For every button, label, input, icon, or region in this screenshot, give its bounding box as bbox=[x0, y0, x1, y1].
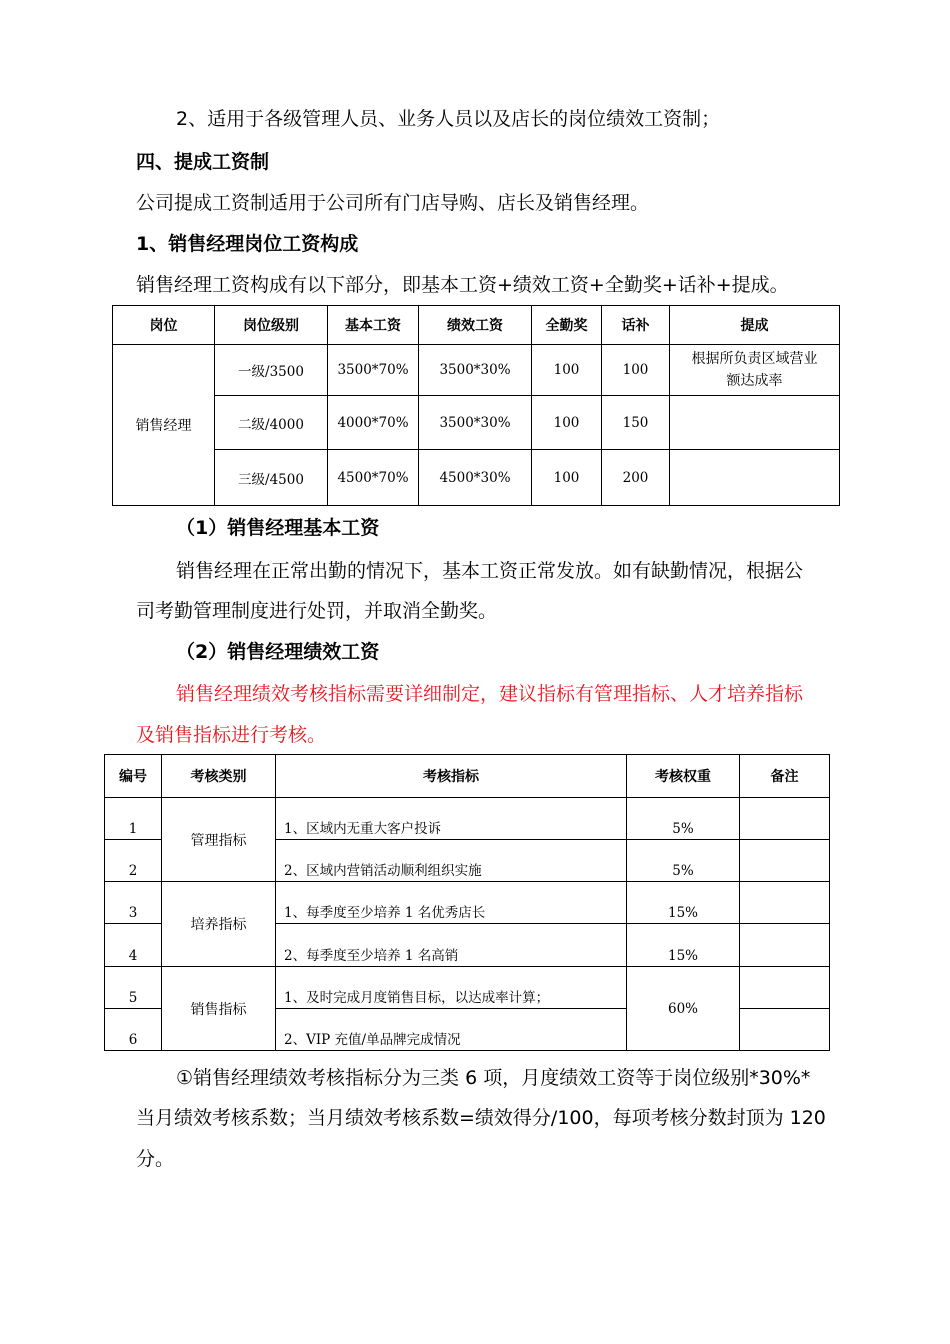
kpi-no: 5 bbox=[105, 967, 162, 1009]
paragraph-commission-scope: 公司提成工资制适用于公司所有门店导购、店长及销售经理。 bbox=[136, 192, 650, 214]
paragraph-kpi-summary-3: 分。 bbox=[136, 1148, 175, 1170]
salary-commission bbox=[670, 396, 840, 450]
kpi-item: 2、区域内营销活动顺利组织实施 bbox=[276, 840, 627, 882]
salary-level: 三级/4500 bbox=[215, 450, 328, 506]
subheading-base-salary: （1）销售经理基本工资 bbox=[176, 517, 380, 539]
kpi-category: 培养指标 bbox=[162, 882, 276, 967]
salary-attendance: 100 bbox=[532, 396, 602, 450]
paragraph-kpi-note-1: 销售经理绩效考核指标需要详细制定，建议指标有管理指标、人才培养指标 bbox=[176, 683, 804, 705]
kpi-item: 1、及时完成月度销售目标，以达成率计算； bbox=[276, 967, 627, 1009]
kpi-no: 6 bbox=[105, 1009, 162, 1051]
salary-header: 岗位级别 bbox=[215, 306, 328, 345]
kpi-header: 考核指标 bbox=[276, 755, 627, 798]
paragraph-scope: 2、适用于各级管理人员、业务人员以及店长的岗位绩效工资制； bbox=[176, 108, 721, 130]
kpi-weight: 60% bbox=[627, 967, 740, 1051]
kpi-item: 2、每季度至少培养 1 名高销 bbox=[276, 924, 627, 967]
salary-level: 二级/4000 bbox=[215, 396, 328, 450]
salary-table bbox=[112, 305, 840, 506]
salary-header: 全勤奖 bbox=[532, 306, 602, 345]
salary-base: 3500*70% bbox=[328, 345, 419, 396]
salary-phone: 200 bbox=[602, 450, 670, 506]
kpi-header: 考核权重 bbox=[627, 755, 740, 798]
commission-line: 额达成率 bbox=[726, 373, 783, 389]
kpi-note bbox=[740, 967, 830, 1009]
salary-level: 一级/3500 bbox=[215, 345, 328, 396]
salary-base: 4000*70% bbox=[328, 396, 419, 450]
salary-perf: 3500*30% bbox=[419, 345, 532, 396]
kpi-weight: 5% bbox=[627, 840, 740, 882]
kpi-weight: 15% bbox=[627, 882, 740, 924]
heading-commission: 四、提成工资制 bbox=[136, 151, 270, 173]
kpi-note bbox=[740, 1009, 830, 1051]
kpi-no: 4 bbox=[105, 924, 162, 967]
salary-phone: 150 bbox=[602, 396, 670, 450]
kpi-note bbox=[740, 882, 830, 924]
kpi-table bbox=[104, 754, 830, 1051]
kpi-item: 2、VIP 充值/单品牌完成情况 bbox=[276, 1009, 627, 1051]
kpi-note bbox=[740, 840, 830, 882]
paragraph-base-salary-1: 销售经理在正常出勤的情况下，基本工资正常发放。如有缺勤情况，根据公 bbox=[176, 560, 804, 582]
salary-header: 岗位 bbox=[113, 306, 215, 345]
kpi-header: 考核类别 bbox=[162, 755, 276, 798]
heading-salary-structure: 1、销售经理岗位工资构成 bbox=[136, 233, 359, 255]
kpi-weight: 15% bbox=[627, 924, 740, 967]
kpi-note bbox=[740, 798, 830, 840]
salary-phone: 100 bbox=[602, 345, 670, 396]
salary-attendance: 100 bbox=[532, 345, 602, 396]
paragraph-kpi-note-2: 及销售指标进行考核。 bbox=[136, 724, 327, 746]
kpi-item: 1、区域内无重大客户投诉 bbox=[276, 798, 627, 840]
kpi-no: 3 bbox=[105, 882, 162, 924]
paragraph-kpi-summary-1: ①销售经理绩效考核指标分为三类 6 项，月度绩效工资等于岗位级别*30%* bbox=[176, 1067, 811, 1089]
kpi-item: 1、每季度至少培养 1 名优秀店长 bbox=[276, 882, 627, 924]
salary-base: 4500*70% bbox=[328, 450, 419, 506]
kpi-no: 2 bbox=[105, 840, 162, 882]
kpi-no: 1 bbox=[105, 798, 162, 840]
commission-line: 根据所负责区域营业 bbox=[691, 351, 818, 367]
kpi-category: 销售指标 bbox=[162, 967, 276, 1051]
paragraph-salary-structure: 销售经理工资构成有以下部分，即基本工资+绩效工资+全勤奖+话补+提成。 bbox=[136, 274, 789, 296]
paragraph-kpi-summary-2: 当月绩效考核系数；当月绩效考核系数=绩效得分/100，每项考核分数封顶为 120 bbox=[136, 1107, 826, 1129]
salary-header: 绩效工资 bbox=[419, 306, 532, 345]
salary-header: 话补 bbox=[602, 306, 670, 345]
kpi-category: 管理指标 bbox=[162, 798, 276, 882]
kpi-weight: 5% bbox=[627, 798, 740, 840]
salary-commission bbox=[670, 345, 840, 396]
salary-perf: 4500*30% bbox=[419, 450, 532, 506]
kpi-header: 编号 bbox=[105, 755, 162, 798]
salary-perf: 3500*30% bbox=[419, 396, 532, 450]
salary-header: 基本工资 bbox=[328, 306, 419, 345]
paragraph-base-salary-2: 司考勤管理制度进行处罚，并取消全勤奖。 bbox=[136, 600, 498, 622]
salary-attendance: 100 bbox=[532, 450, 602, 506]
salary-commission bbox=[670, 450, 840, 506]
subheading-perf-salary: （2）销售经理绩效工资 bbox=[176, 641, 380, 663]
kpi-note bbox=[740, 924, 830, 967]
salary-header: 提成 bbox=[670, 306, 840, 345]
salary-position: 销售经理 bbox=[113, 345, 215, 506]
kpi-header: 备注 bbox=[740, 755, 830, 798]
